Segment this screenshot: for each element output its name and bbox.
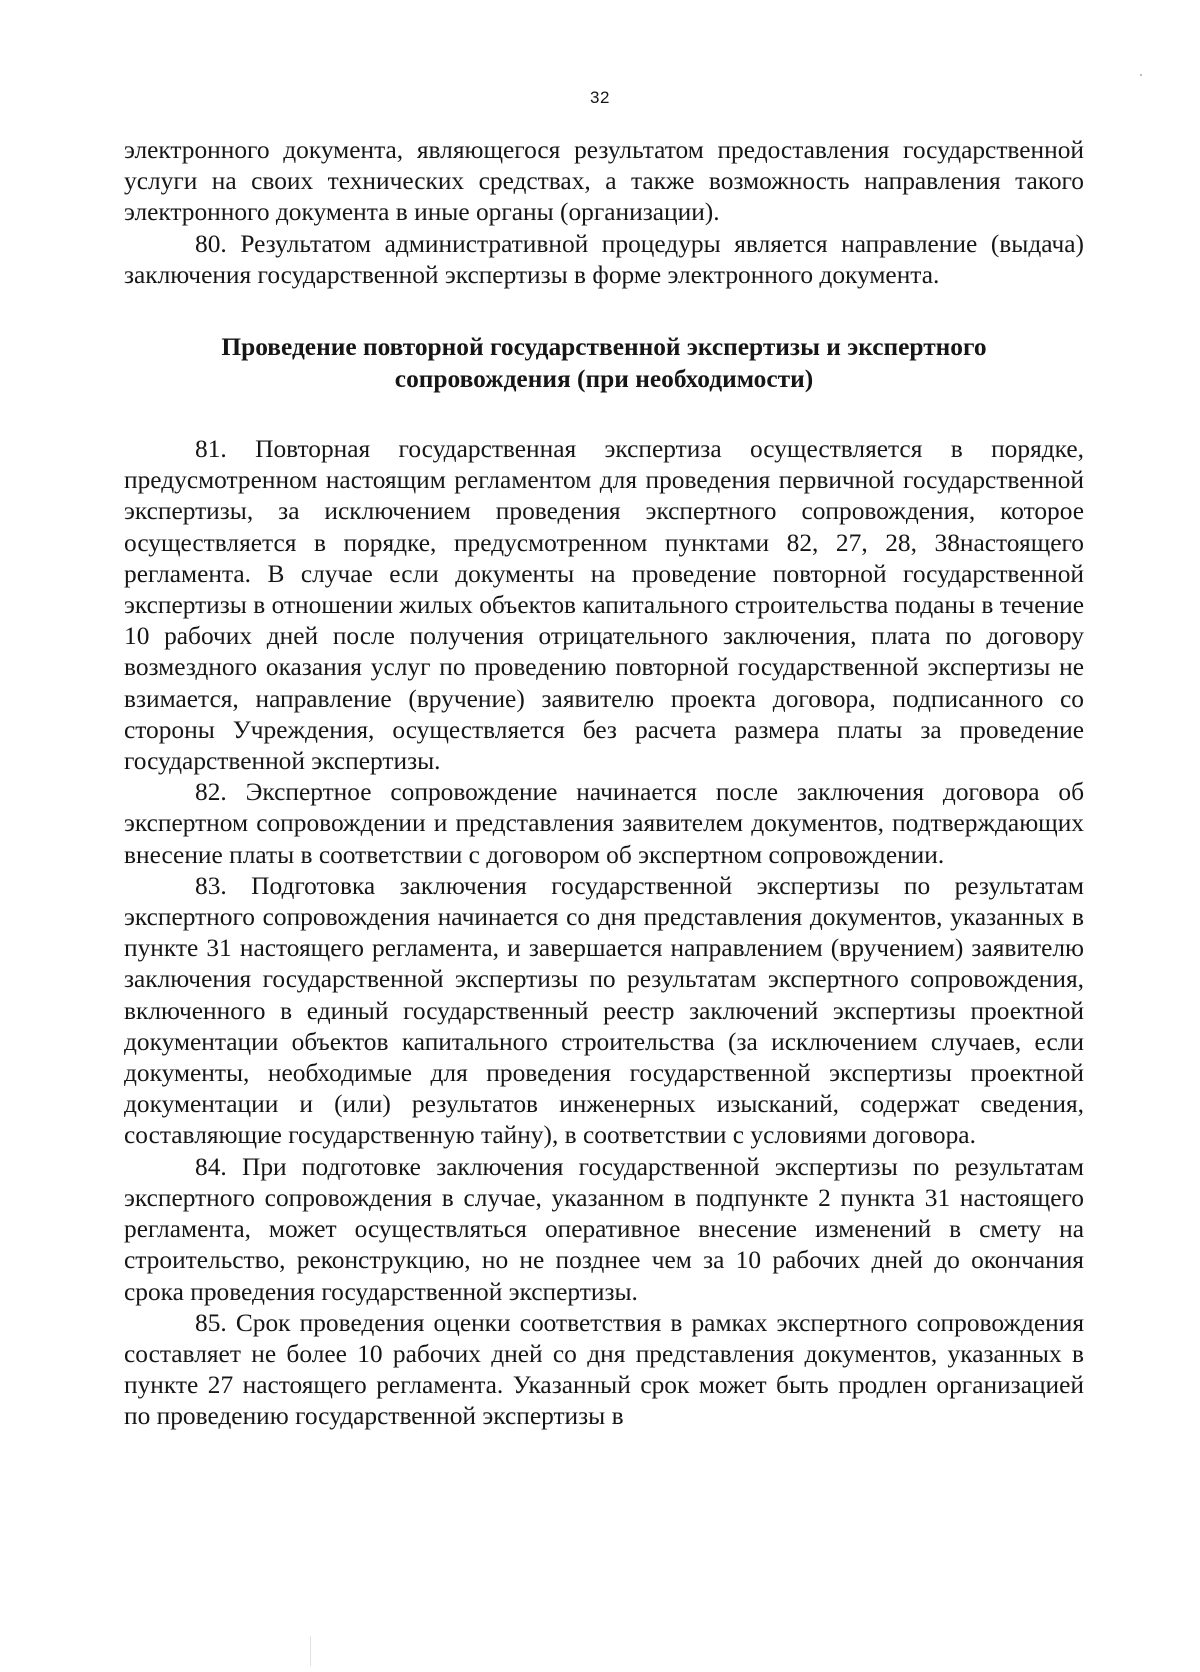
- section-heading: [134, 332, 1074, 395]
- paragraph-85: 85. Срок проведения оценки соответствия в рамках экспертного сопровождения составляет не более 10 рабочих дней со дня представления документов, указанных в пункте 27 настоящего регламента. Указанный срок может быть продлен организацией по проведению государственной экспертизы в: [124, 1308, 1084, 1431]
- paragraph-84: 84. При подготовке заключения государственной экспертизы по результатам экспертного сопровождения в случае, указанном в подпункте 2 пункта 31 настоящего регламента, может осуществляться оперативное внесение изменений в смету на строительство, реконструкцию, но не позднее чем за 10 рабочих дней до окончания срока проведения государственной экспертизы.: [124, 1152, 1084, 1306]
- scan-artifact-line: [310, 1636, 311, 1666]
- paragraph-81: 81. Повторная государственная экспертиза осуществляется в порядке, предусмотренном настоящим регламентом для проведения первичной государственной экспертизы, за исключением проведения экспертного сопровождения, которое осуществляется в порядке, предусмотренном пунктами 82, 27, 28, 38настоящего регламента. В случае если документы на проведение повторной государственной экспертизы в отношении жилых объектов капитального строительства поданы в течение 10 рабочих дней после получения отрицательного заключения, плата по договору возмездного оказания услуг по проведению повторной государственной экспертизы не взимается, направление (вручение) заявителю проекта договора, подписанного со стороны Учреждения, осуществляется без расчета размера платы за проведение государственной экспертизы.: [124, 435, 1084, 776]
- paragraph-83: 83. Подготовка заключения государственной экспертизы по результатам экспертного сопровождения начинается со дня представления документов, указанных в пункте 31 настоящего регламента, и завершается направлением (вручением) заявителю заключения государственной экспертизы по результатам экспертного сопровождения, включенного в единый государственный реестр заключений экспертизы проектной документации объектов капитального строительства (за исключением случаев, если документы, необходимые для проведения государственной экспертизы проектной документации и (или) результатов инженерных изысканий, содержат сведения, составляющие государственную тайну), в соответствии с условиями договора.: [124, 871, 1084, 1150]
- scan-speck: [1140, 74, 1142, 76]
- page-number: 32: [590, 88, 610, 107]
- paragraph-82: 82. Экспертное сопровождение начинается после заключения договора об экспертном сопровождении и представления заявителем документов, подтверждающих внесение платы в соответствии с договором об экспертном сопровождении.: [124, 778, 1084, 869]
- paragraph-80: 80. Результатом административной процедуры является направление (выдача) заключения государственной экспертизы в форме электронного документа.: [124, 229, 1084, 289]
- document-body: [124, 135, 1084, 1433]
- paragraph-continuation: электронного документа, являющегося результатом предоставления государственной услуги на своих технических средствах, а также возможность направления такого электронного документа в иные органы (организации).: [124, 136, 1084, 227]
- section-heading-line-1: Проведение повторной государственной экспертизы и экспертного: [221, 333, 987, 362]
- section-heading-line-2: сопровождения (при необходимости): [394, 364, 814, 393]
